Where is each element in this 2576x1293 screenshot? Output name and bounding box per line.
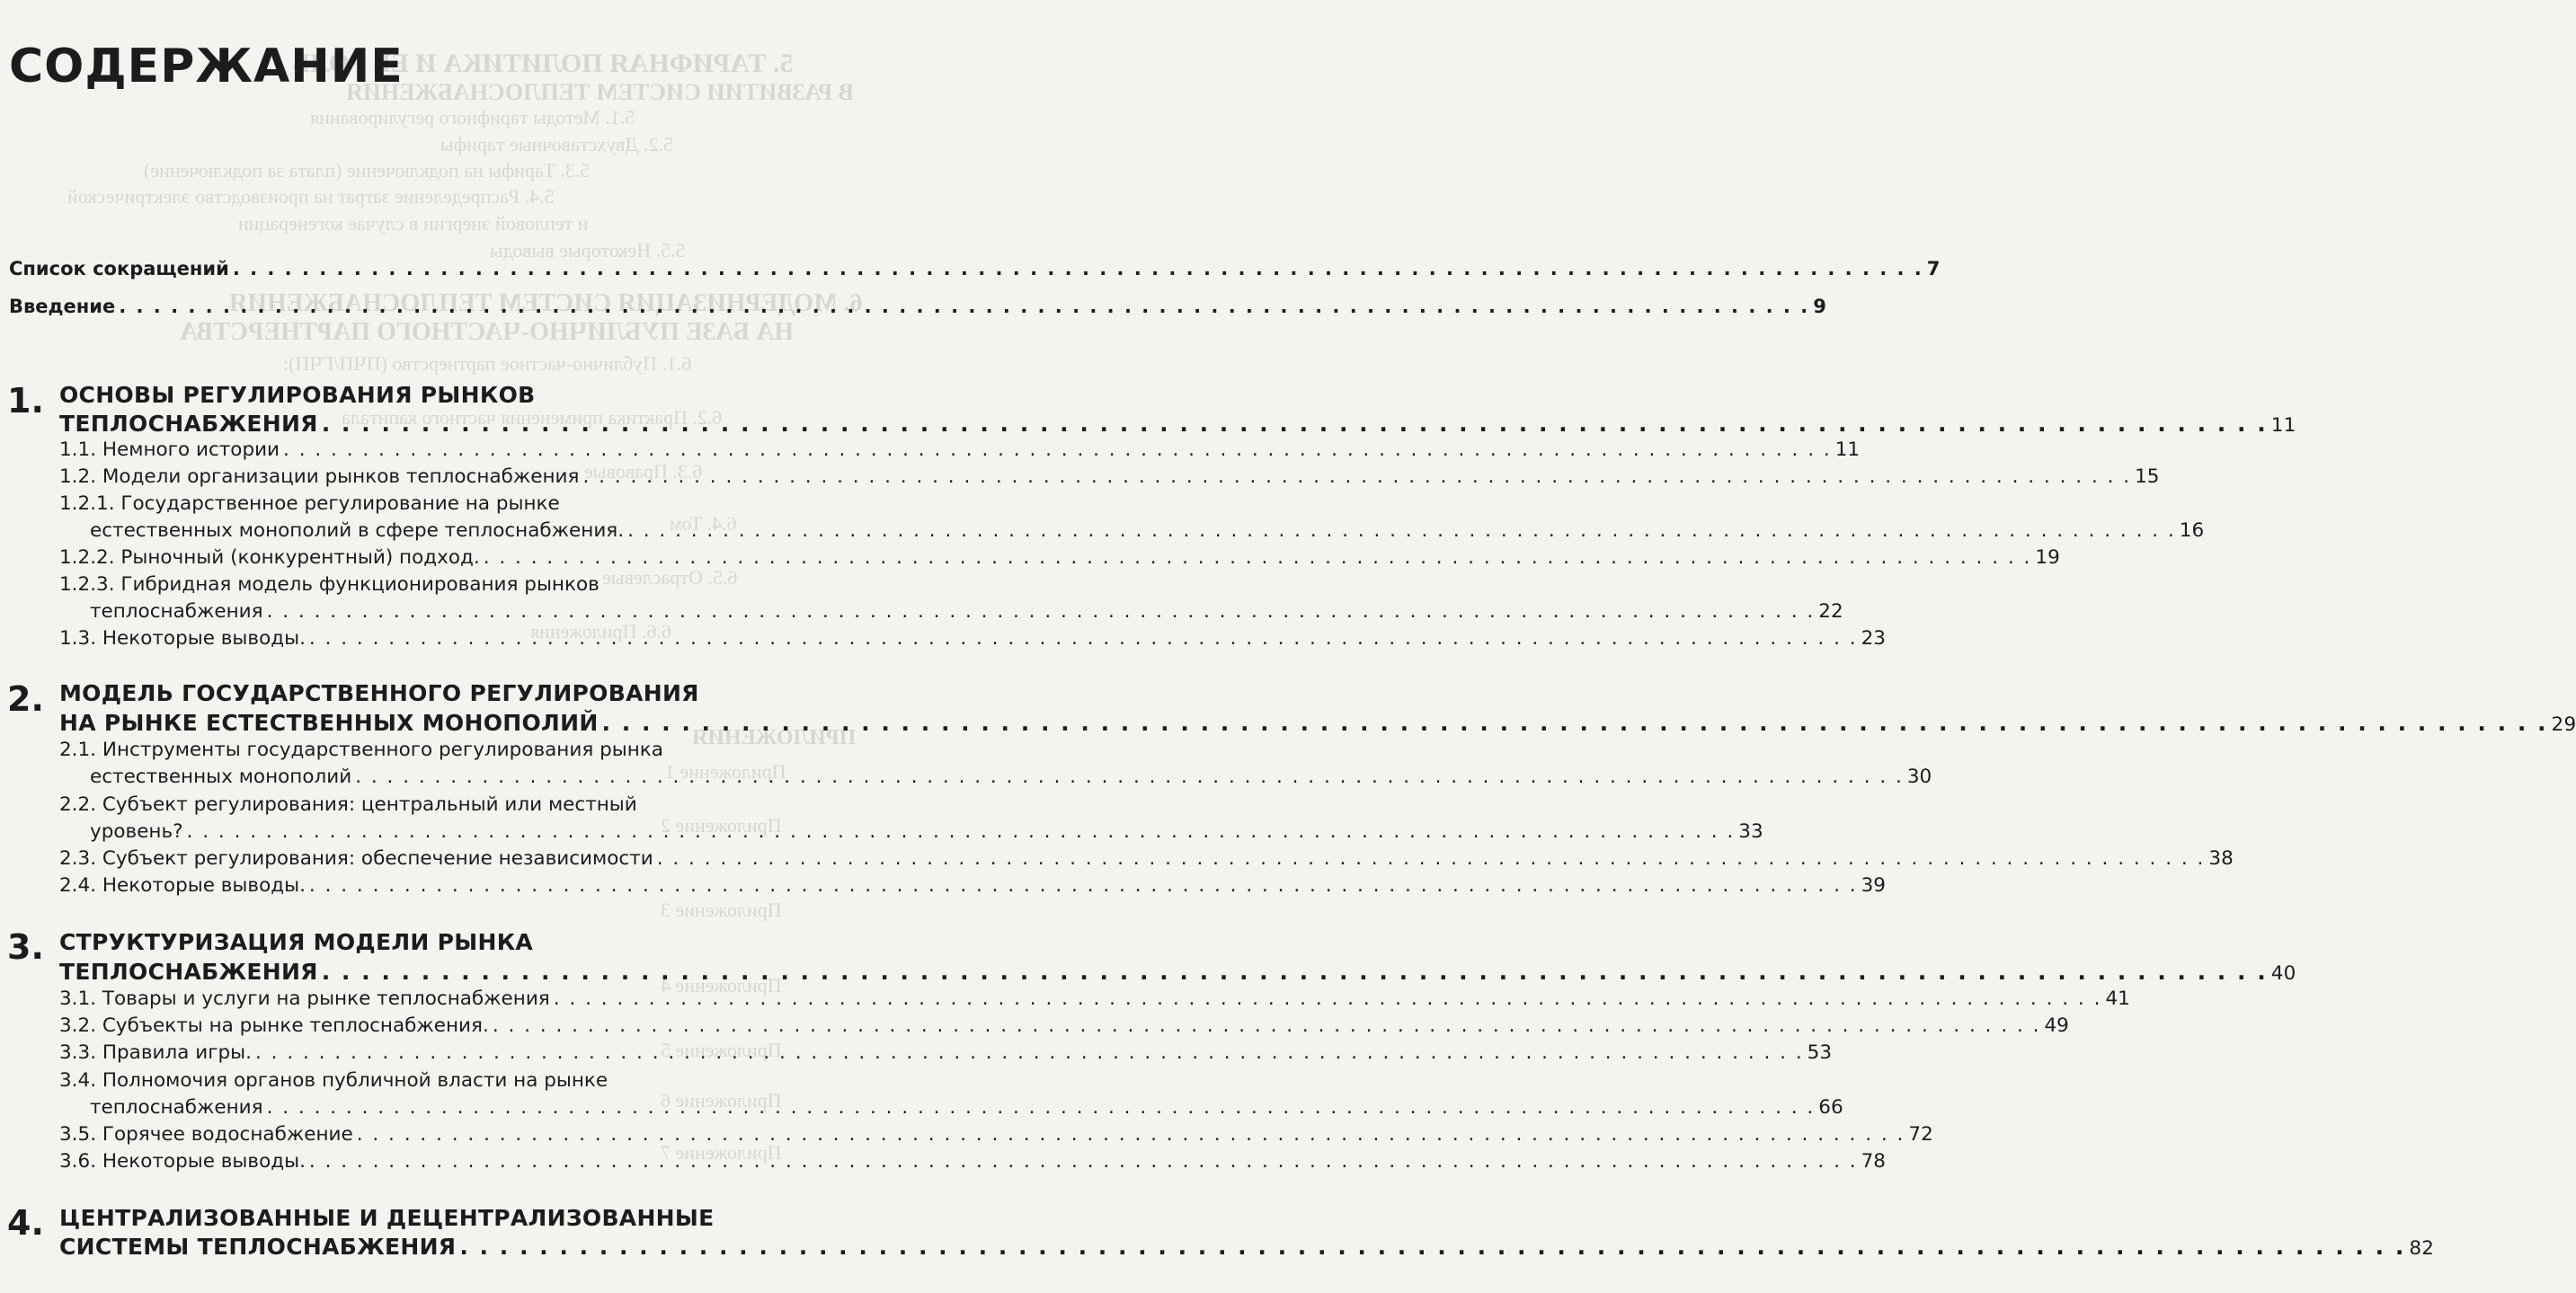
bleed-line: 5.4. Распределение затрат на производство электрической: [67, 185, 555, 208]
toc-entry[interactable]: [59, 987, 2130, 1012]
toc-entry-page: 22: [1818, 600, 1843, 623]
toc-entry-page: 66: [1818, 1096, 1843, 1119]
bleed-line: Приложение 6: [661, 1089, 782, 1111]
toc-entry-page: 72: [1908, 1123, 1933, 1146]
toc-entry-page: 40: [2270, 962, 2296, 985]
toc-entry[interactable]: [90, 765, 1932, 790]
toc-entry-page: 38: [2208, 847, 2234, 870]
toc-entry-page: 49: [2044, 1014, 2069, 1037]
leader-dots: [309, 1149, 1858, 1174]
bleed-line: 6.5. Отраслевые: [602, 566, 738, 589]
toc-entry-label: 3.2. Субъекты на рынке теплоснабжения.: [59, 1014, 489, 1037]
leader-dots: [309, 626, 1858, 651]
toc-entry-page: 78: [1861, 1150, 1886, 1173]
chapter-title[interactable]: МОДЕЛЬ ГОСУДАРСТВЕННОГО РЕГУЛИРОВАНИЯ: [59, 680, 699, 706]
toc-entry-label[interactable]: 1.2.1. Государственное регулирование на рынке: [59, 492, 560, 515]
chapter-title-line[interactable]: [59, 958, 2296, 988]
leader-dots: [322, 958, 2268, 987]
toc-entry-label[interactable]: 1.2.3. Гибридная модель функционирования рынков: [59, 573, 600, 596]
toc-entry[interactable]: [59, 545, 2060, 571]
bleed-line: 5.2. Двухставочные тарифы: [440, 133, 673, 155]
toc-entry-label: 3.1. Товары и услуги на рынке теплоснабжения: [59, 987, 550, 1010]
toc-entry[interactable]: [59, 438, 1861, 463]
chapter-title: НА РЫНКЕ ЕСТЕСТВЕННЫХ МОНОПОЛИЙ: [59, 710, 599, 736]
toc-entry[interactable]: [59, 1149, 1886, 1174]
bleed-line: Приложение 2: [661, 814, 782, 837]
toc-entry-page: 19: [2035, 546, 2060, 569]
toc-entry[interactable]: [59, 626, 1886, 651]
bleed-line: Приложение 1: [665, 760, 786, 783]
leader-dots: [309, 873, 1858, 899]
bleed-line: 6.2. Практика применения частного капитала: [342, 406, 723, 429]
bleed-line: В РАЗВИТИИ СИСТЕМ ТЕПЛОСНАБЖЕНИЯ: [346, 79, 855, 105]
chapter-title[interactable]: ЦЕНТРАЛИЗОВАННЫЕ И ДЕЦЕНТРАЛИЗОВАННЫЕ: [59, 1205, 715, 1231]
leader-dots: [493, 1014, 2041, 1039]
toc-entry-label: естественных монополий: [90, 766, 352, 788]
toc-entry-page: 15: [2135, 465, 2160, 488]
bleed-line: и тепловой энергии в случае когенерации: [238, 212, 589, 235]
toc-entry[interactable]: [90, 518, 2205, 544]
toc-entry[interactable]: [59, 465, 2160, 490]
toc-entry-label[interactable]: 2.2. Субъект регулирования: центральный или местный: [59, 793, 637, 816]
leader-dots: [627, 518, 2176, 544]
toc-entry-label: Введение: [9, 296, 116, 317]
toc-entry-page: 23: [1861, 627, 1886, 650]
chapter-title: ТЕПЛОСНАБЖЕНИЯ: [59, 959, 318, 985]
leader-dots: [657, 846, 2206, 872]
bleed-line: НА БАЗЕ ПУБЛИЧНО-ЧАСТНОГО ПАРТНЕРСТВА: [180, 318, 795, 346]
toc-entry-label: 3.6. Некоторые выводы.: [59, 1150, 306, 1173]
toc-entry-label: 1.2. Модели организации рынков теплоснабжения: [59, 465, 580, 488]
toc-entry-page: 29: [2551, 713, 2576, 736]
toc-entry-label[interactable]: 2.1. Инструменты государственного регулирования рынка: [59, 739, 663, 761]
chapter-number: 1.: [7, 381, 44, 421]
bleed-line: 6.4. Том: [670, 512, 737, 535]
bleed-line: 5.1. Методы тарифного регулирования: [310, 106, 635, 128]
leader-dots: [554, 987, 2102, 1012]
toc-entry-abbreviations[interactable]: [9, 256, 1941, 281]
leader-dots: [484, 545, 2032, 571]
toc-entry-label: 3.3. Правила игры.: [59, 1041, 252, 1064]
leader-dots: [187, 819, 1736, 845]
toc-entry-label: 1.1. Немного истории: [59, 438, 280, 461]
bleed-line: 5.3. Тарифы на подключение (плата за подключение): [144, 159, 591, 182]
chapter-title: СИСТЕМЫ ТЕПЛОСНАБЖЕНИЯ: [59, 1234, 457, 1260]
toc-entry-label: 1.3. Некоторые выводы.: [59, 627, 306, 650]
bleed-line: 6.6. Приложения: [530, 620, 671, 642]
toc-entry-page: 7: [1926, 258, 1941, 279]
chapter-title-line[interactable]: [59, 410, 2296, 440]
toc-entry-page: 82: [2409, 1237, 2435, 1260]
toc-entry[interactable]: [59, 1014, 2069, 1039]
leader-dots: [357, 1122, 1905, 1147]
bleed-line: Приложение 4: [661, 974, 782, 996]
toc-entry-label: 2.4. Некоторые выводы.: [59, 874, 306, 897]
leader-dots: [355, 765, 1904, 790]
chapter-title[interactable]: СТРУКТУРИЗАЦИЯ МОДЕЛИ РЫНКА: [59, 929, 534, 955]
leader-dots: [255, 1041, 1804, 1066]
toc-entry-label: 3.5. Горячее водоснабжение: [59, 1123, 353, 1146]
bleed-line: Приложение 3: [661, 899, 782, 921]
bleed-line: 5.5. Некоторые выводы: [490, 239, 686, 261]
bleed-line: 6. МОДЕРНИЗАЦИЯ СИСТЕМ ТЕПЛОСНАБЖЕНИЯ: [229, 289, 863, 317]
toc-entry[interactable]: [59, 846, 2234, 872]
toc-entry[interactable]: [90, 599, 1843, 624]
toc-entry[interactable]: [59, 1041, 1833, 1066]
toc-entry[interactable]: [59, 1122, 1933, 1147]
bleed-line: Приложение 5: [661, 1039, 782, 1061]
leader-dots: [283, 438, 1832, 463]
bleed-line: 5. ТАРИФНАЯ ПОЛИТИКА И ЕЕ РОЛЬ: [292, 49, 794, 78]
bleed-line: 6.1. Публично-частное партнерство (ПЧП/ГЧП):: [283, 352, 692, 375]
toc-entry-label: 2.3. Субъект регулирования: обеспечение независимости: [59, 847, 653, 870]
leader-dots: [267, 599, 1816, 624]
toc-entry-introduction[interactable]: [9, 294, 1826, 319]
bleed-line: 6.3. Правовые: [584, 460, 703, 483]
toc-entry-label: 1.2.2. Рыночный (конкурентный) подход.: [59, 546, 480, 569]
chapter-number: 4.: [7, 1203, 44, 1243]
chapter-number: 3.: [7, 927, 44, 967]
bleed-line: Приложение 7: [661, 1141, 782, 1164]
bleed-line: ПРИЛОЖЕНИЯ: [692, 726, 857, 749]
toc-entry-page: 53: [1807, 1041, 1833, 1064]
leader-dots: [459, 1233, 2405, 1262]
leader-dots: [582, 465, 2131, 490]
chapter-title[interactable]: ОСНОВЫ РЕГУЛИРОВАНИЯ РЫНКОВ: [59, 382, 536, 408]
leader-dots: [233, 256, 1923, 281]
toc-entry[interactable]: [59, 873, 1886, 899]
chapter-title-line[interactable]: [59, 1233, 2435, 1263]
toc-entry-label[interactable]: 3.4. Полномочия органов публичной власти на рынке: [59, 1069, 608, 1092]
leader-dots: [322, 410, 2268, 438]
toc-entry-page: 11: [1834, 438, 1861, 461]
chapter-title: ТЕПЛОСНАБЖЕНИЯ: [59, 411, 318, 437]
toc-entry-page: 39: [1861, 874, 1886, 897]
toc-entry[interactable]: [90, 819, 1763, 845]
leader-dots: [267, 1095, 1816, 1120]
toc-entry-page: 33: [1738, 820, 1763, 843]
chapter-number: 2.: [7, 679, 44, 719]
toc-entry-page: 41: [2105, 987, 2130, 1010]
leader-dots: [119, 294, 1809, 319]
leader-dots: [602, 709, 2548, 738]
toc-entry-page: 16: [2179, 519, 2205, 542]
toc-entry-label: уровень?: [90, 820, 183, 843]
toc-entry-page: 9: [1813, 296, 1826, 317]
toc-entry-label: Список сокращений: [9, 258, 229, 279]
toc-entry-page: 11: [2270, 414, 2296, 437]
toc-entry-label: теплоснабжения: [90, 600, 263, 623]
page-title: СОДЕРЖАНИЕ: [9, 40, 404, 93]
toc-entry[interactable]: [90, 1095, 1843, 1120]
toc-entry-page: 30: [1906, 766, 1932, 788]
toc-entry-label: естественных монополий в сфере теплоснабжения.: [90, 519, 625, 542]
toc-entry-label: теплоснабжения: [90, 1096, 263, 1119]
